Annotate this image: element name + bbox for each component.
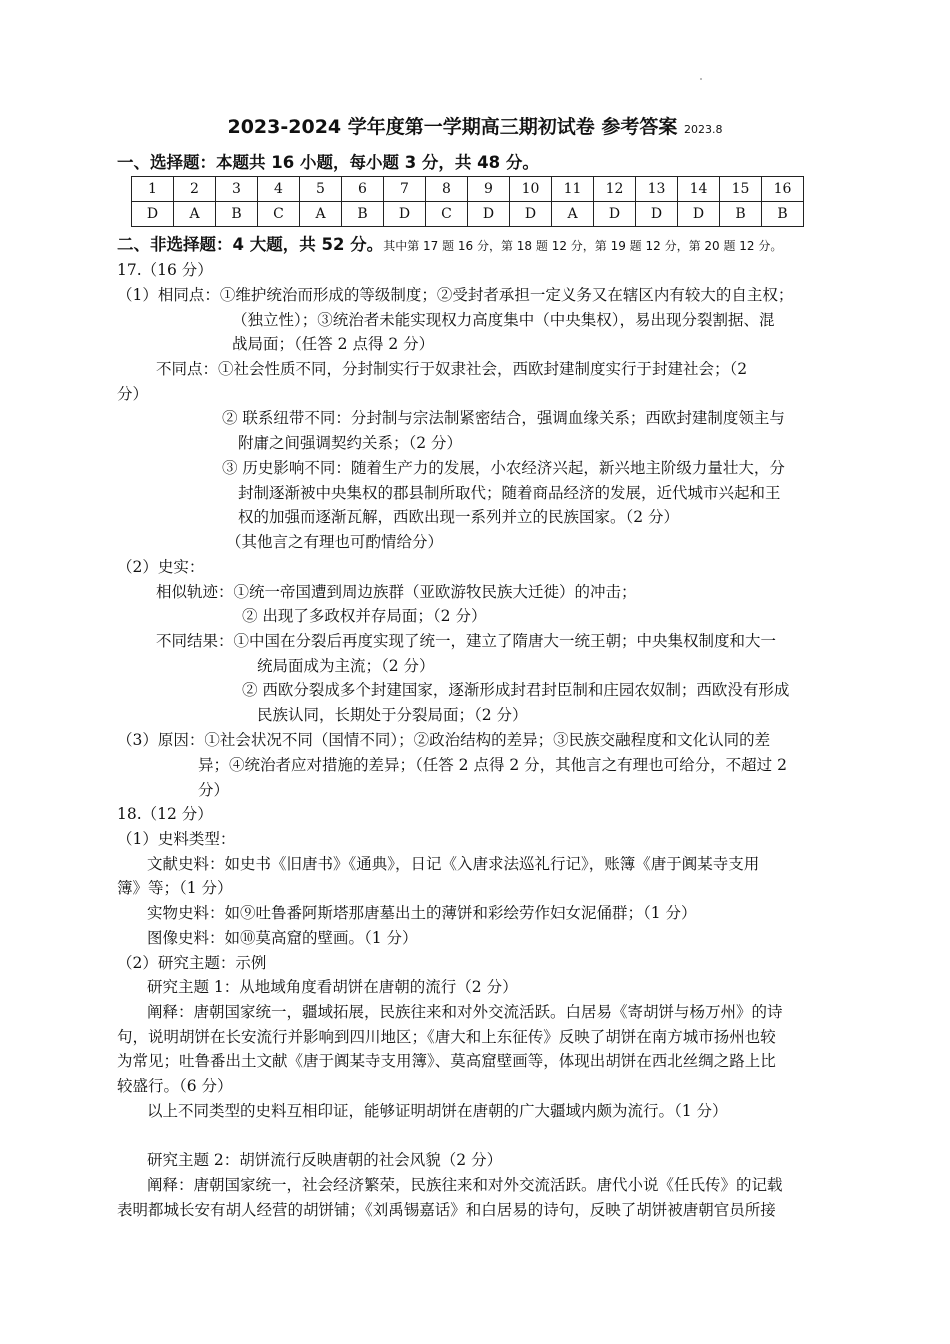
answer-line: （其他言之有理也可酌情给分） bbox=[226, 533, 444, 551]
answer-letter-row bbox=[132, 202, 804, 227]
answer-line: 文献史料：如史书《旧唐书》《通典》，日记《入唐求法巡礼行记》，账簿《唐于阗某寺支用 bbox=[147, 855, 760, 873]
question-number: 1 bbox=[132, 177, 174, 202]
answer-table bbox=[131, 176, 804, 227]
question-number: 3 bbox=[216, 177, 258, 202]
answer-line: 簿》等；（1 分） bbox=[117, 879, 233, 897]
answer-line: ② 出现了多政权并存局面；（2 分） bbox=[242, 607, 487, 625]
answer-cell: A bbox=[552, 202, 594, 227]
question-number: 15 bbox=[720, 177, 762, 202]
answer-line: 句，说明胡饼在长安流行并影响到四川地区；《唐大和上东征传》反映了胡饼在南方城市扬州也较 bbox=[117, 1028, 776, 1046]
answer-cell: B bbox=[762, 202, 804, 227]
question-17-heading: 17.（16 分） bbox=[117, 261, 213, 279]
answer-cell: D bbox=[384, 202, 426, 227]
answer-line: 不同结果：①中国在分裂后再度实现了统一，建立了隋唐大一统王朝；中央集权制度和大一 bbox=[156, 632, 777, 650]
answer-line: （2）史实： bbox=[117, 558, 205, 576]
answer-cell: A bbox=[174, 202, 216, 227]
answer-line: 封制逐渐被中央集权的郡县制所取代；随着商品经济的发展，近代城市兴起和王 bbox=[238, 484, 781, 502]
answer-line: 为常见；吐鲁番出土文献《唐于阗某寺支用簿》、莫高窟壁画等，体现出胡饼在西北丝绸之路上比 bbox=[117, 1052, 776, 1070]
answer-line: 阐释：唐朝国家统一，社会经济繁荣，民族往来和对外交流活跃。唐代小说《任氏传》的记载 bbox=[147, 1176, 783, 1194]
answer-line: 不同点：①社会性质不同，分封制实行于奴隶社会，西欧封建制度实行于封建社会；（2 bbox=[156, 360, 748, 378]
answer-line: 相似轨迹：①统一帝国遭到周边族群（亚欧游牧民族大迁徙）的冲击； bbox=[156, 583, 637, 601]
answer-line: （1）史料类型： bbox=[117, 830, 236, 848]
question-number: 10 bbox=[510, 177, 552, 202]
answer-cell: B bbox=[342, 202, 384, 227]
answer-line: 实物史料：如⑨吐鲁番阿斯塔那唐墓出土的薄饼和彩绘劳作妇女泥俑群；（1 分） bbox=[147, 904, 697, 922]
section-2-note: 其中第 17 题 16 分，第 18 题 12 分，第 19 题 12 分，第 20 题 12 分。 bbox=[383, 239, 783, 253]
answer-line: ② 联系纽带不同：分封制与宗法制紧密结合，强调血缘关系；西欧封建制度领主与 bbox=[222, 409, 785, 427]
answer-line: （1）相同点：①维护统治而形成的等级制度；②受封者承担一定义务又在辖区内有较大的自主权； bbox=[117, 286, 794, 304]
answer-number-row bbox=[132, 177, 804, 202]
answer-line: （3）原因：①社会状况不同（国情不同）；②政治结构的差异；③民族交融程度和文化认同的差 bbox=[117, 731, 771, 749]
question-number: 16 bbox=[762, 177, 804, 202]
answer-line: 异；④统治者应对措施的差异；（任答 2 点得 2 分，其他言之有理也可给分，不超过 2 bbox=[198, 756, 787, 774]
answer-cell: C bbox=[426, 202, 468, 227]
answer-line: 战局面；（任答 2 点得 2 分） bbox=[232, 335, 435, 353]
question-number: 4 bbox=[258, 177, 300, 202]
answer-line: 表明都城长安有胡人经营的胡饼铺；《刘禹锡嘉话》和白居易的诗句，反映了胡饼被唐朝官员所接 bbox=[117, 1201, 776, 1219]
section-2-heading: 二、非选择题：4 大题，共 52 分。其中第 17 题 16 分，第 18 题 12 分，第 19 题 12 分，第 20 题 12 分。 bbox=[117, 235, 783, 254]
question-number: 13 bbox=[636, 177, 678, 202]
question-number: 11 bbox=[552, 177, 594, 202]
answer-cell: A bbox=[300, 202, 342, 227]
answer-line: 分） bbox=[198, 781, 230, 799]
answer-cell: C bbox=[258, 202, 300, 227]
answer-cell: D bbox=[594, 202, 636, 227]
answer-line: 图像史料：如⑩莫高窟的壁画。（1 分） bbox=[147, 929, 418, 947]
answer-line: ③ 历史影响不同：随着生产力的发展，小农经济兴起，新兴地主阶级力量壮大，分 bbox=[222, 459, 785, 477]
answer-cell: B bbox=[720, 202, 762, 227]
question-number: 9 bbox=[468, 177, 510, 202]
answer-line: 研究主题 1：从地域角度看胡饼在唐朝的流行（2 分） bbox=[147, 978, 518, 996]
question-number: 7 bbox=[384, 177, 426, 202]
answer-line: （独立性）；③统治者未能实现权力高度集中（中央集权），易出现分裂割据、混 bbox=[232, 311, 775, 329]
answer-line: ② 西欧分裂成多个封建国家，逐渐形成封君封臣制和庄园农奴制；西欧没有形成 bbox=[242, 681, 790, 699]
answer-line: 权的加强而逐渐瓦解，西欧出现一系列并立的民族国家。（2 分） bbox=[238, 508, 680, 526]
question-number: 5 bbox=[300, 177, 342, 202]
answer-cell: D bbox=[132, 202, 174, 227]
question-number: 8 bbox=[426, 177, 468, 202]
answer-cell: D bbox=[678, 202, 720, 227]
answer-line: 统局面成为主流；（2 分） bbox=[257, 657, 435, 675]
answer-cell: D bbox=[510, 202, 552, 227]
question-number: 2 bbox=[174, 177, 216, 202]
title-date: 2023.8 bbox=[684, 123, 723, 136]
answer-line: 阐释：唐朝国家统一，疆域拓展，民族往来和对外交流活跃。白居易《寄胡饼与杨万州》的诗 bbox=[147, 1003, 783, 1021]
answer-line: 民族认同，长期处于分裂局面；（2 分） bbox=[257, 706, 528, 724]
answer-line: 附庸之间强调契约关系；（2 分） bbox=[238, 434, 463, 452]
scan-dot bbox=[700, 78, 702, 80]
answer-line: 分） bbox=[117, 385, 149, 403]
answer-line: 较盛行。（6 分） bbox=[117, 1077, 233, 1095]
question-18-heading: 18.（12 分） bbox=[117, 805, 213, 823]
answer-cell: B bbox=[216, 202, 258, 227]
answer-line: （2）研究主题：示例 bbox=[117, 954, 267, 972]
answer-line: 以上不同类型的史料互相印证，能够证明胡饼在唐朝的广大疆域内颇为流行。（1 分） bbox=[147, 1102, 728, 1120]
answer-line: 研究主题 2：胡饼流行反映唐朝的社会风貌（2 分） bbox=[147, 1151, 503, 1169]
question-number: 6 bbox=[342, 177, 384, 202]
question-number: 14 bbox=[678, 177, 720, 202]
section-1-heading: 一、选择题：本题共 16 小题，每小题 3 分，共 48 分。 bbox=[117, 153, 539, 172]
answer-cell: D bbox=[468, 202, 510, 227]
answer-cell: D bbox=[636, 202, 678, 227]
page-title: 2023-2024 学年度第一学期高三期初试卷 参考答案 2023.8 bbox=[227, 116, 723, 138]
question-number: 12 bbox=[594, 177, 636, 202]
